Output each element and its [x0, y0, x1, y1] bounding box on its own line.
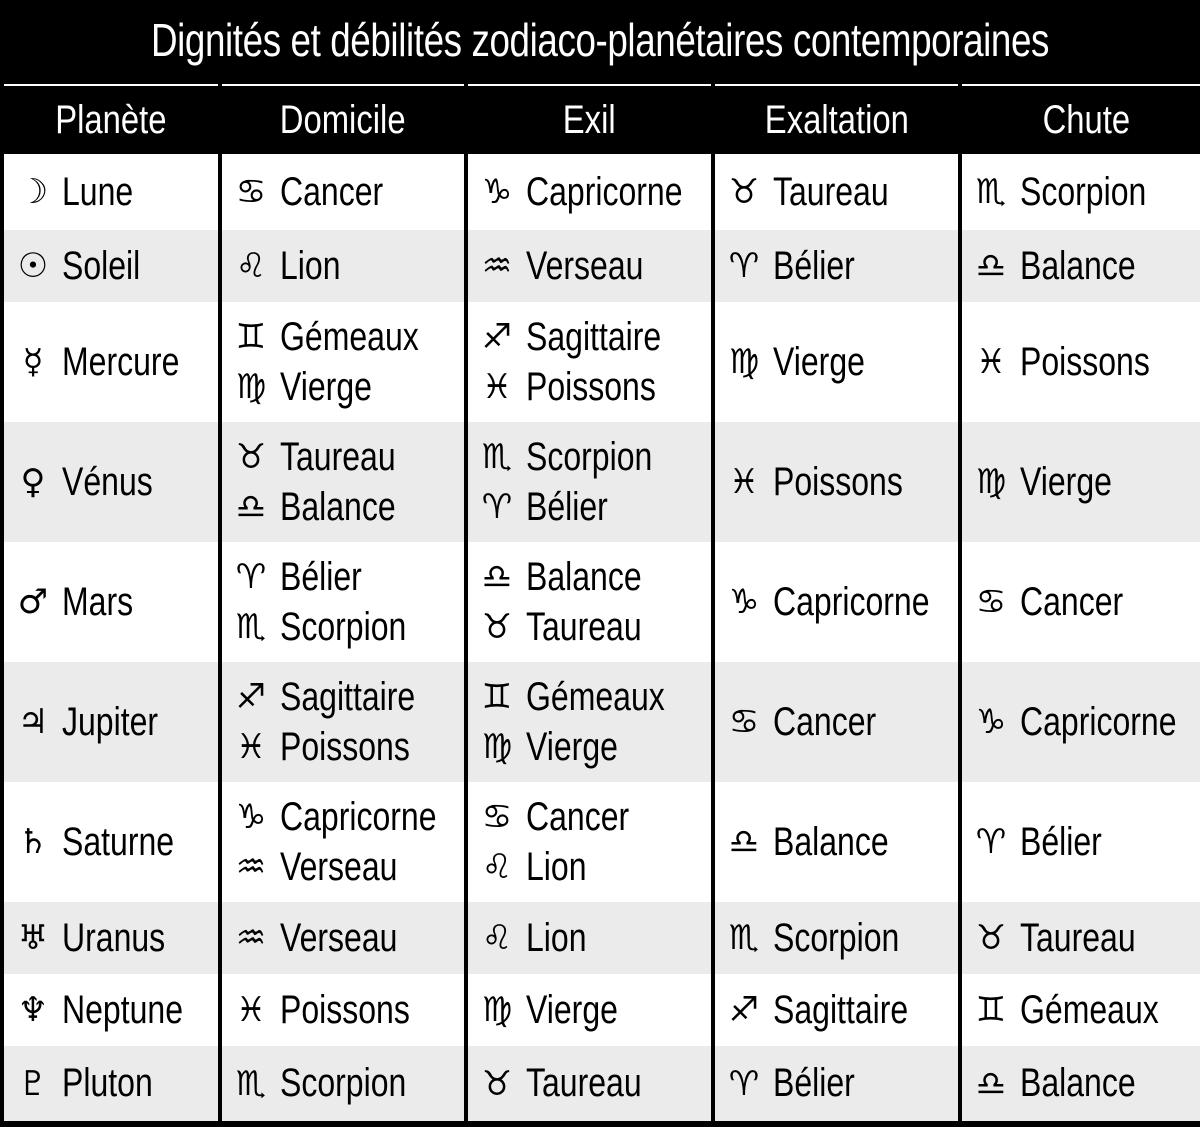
sign-entry: [472, 722, 711, 772]
sun-icon: ☉: [17, 246, 49, 286]
virgo-icon: ♍: [481, 727, 513, 767]
libra-icon: ♎: [235, 487, 267, 527]
libra-icon: ♎: [728, 822, 760, 862]
sign-entry: [966, 817, 1200, 867]
entry-label: Bélier: [526, 484, 608, 529]
pisces-icon: ♓: [235, 727, 267, 767]
cell-exil: [468, 154, 711, 230]
sign-entry: [8, 1059, 218, 1109]
sign-entry: [719, 241, 958, 291]
cell-exaltation: [715, 542, 958, 662]
entry-label: Lion: [526, 844, 587, 889]
cell-planet: [4, 782, 218, 902]
cell-exaltation: [715, 230, 958, 302]
sagittarius-icon: ♐: [481, 317, 513, 357]
entry-label: Cancer: [1020, 579, 1124, 624]
cell-planet: [4, 154, 218, 230]
entry-label: Scorpion: [1020, 169, 1147, 214]
scorpio-icon: ♏: [728, 918, 760, 958]
virgo-icon: ♍: [235, 367, 267, 407]
sign-entry: [226, 312, 464, 362]
pisces-icon: ♓: [728, 462, 760, 502]
cell-exaltation: [715, 662, 958, 782]
mars-icon: ♂: [17, 582, 49, 622]
entry-label: Lion: [526, 915, 587, 960]
cell-planet: [4, 422, 218, 542]
jupiter-icon: ♃: [17, 702, 49, 742]
capricorn-icon: ♑: [235, 797, 267, 837]
cell-chute: [962, 154, 1200, 230]
entry-label: Lion: [280, 243, 341, 288]
sign-entry: [966, 577, 1200, 627]
header-label: Planète: [55, 97, 167, 142]
virgo-icon: ♍: [481, 990, 513, 1030]
aries-icon: ♈: [975, 822, 1007, 862]
sign-entry: [226, 672, 464, 722]
sign-entry: [472, 602, 711, 652]
entry-label: Bélier: [1020, 819, 1102, 864]
sign-entry: [226, 362, 464, 412]
entry-label: Mercure: [62, 339, 180, 384]
entry-label: Bélier: [773, 1061, 855, 1105]
sagittarius-icon: ♐: [235, 677, 267, 717]
sign-entry: [226, 241, 464, 291]
sign-entry: [226, 602, 464, 652]
sign-entry: [8, 985, 218, 1035]
entry-label: Scorpion: [526, 434, 653, 479]
cell-planet: [4, 974, 218, 1046]
entry-label: Jupiter: [62, 699, 159, 744]
entry-label: Poissons: [1020, 339, 1150, 384]
taurus-icon: ♉: [975, 918, 1007, 958]
entry-label: Balance: [1020, 243, 1136, 288]
taurus-icon: ♉: [481, 1063, 513, 1104]
aries-icon: ♈: [235, 557, 267, 597]
entry-label: Sagittaire: [526, 314, 662, 359]
cell-domicile: [222, 974, 464, 1046]
cell-planet: [4, 230, 218, 302]
sign-entry: [719, 457, 958, 507]
header-label: Chute: [1042, 97, 1130, 142]
header-label: Domicile: [280, 97, 406, 142]
entry-label: Poissons: [526, 364, 656, 409]
cancer-icon: ♋: [235, 172, 267, 212]
entry-label: Scorpion: [280, 604, 407, 649]
cell-chute: [962, 1046, 1200, 1121]
sign-entry: [719, 577, 958, 627]
cell-chute: [962, 230, 1200, 302]
entry-label: Taureau: [773, 169, 889, 214]
sign-entry: [719, 1059, 958, 1109]
cell-exaltation: [715, 782, 958, 902]
virgo-icon: ♍: [728, 342, 760, 382]
taurus-icon: ♉: [728, 172, 760, 212]
sign-entry: [8, 457, 218, 507]
sign-entry: [226, 1059, 464, 1109]
header-label: Exil: [563, 97, 616, 142]
sign-entry: [226, 985, 464, 1035]
entry-label: Cancer: [773, 699, 877, 744]
pisces-icon: ♓: [975, 342, 1007, 382]
aries-icon: ♈: [728, 246, 760, 286]
entry-label: Gémeaux: [1020, 987, 1159, 1032]
sign-entry: [719, 817, 958, 867]
cell-exil: [468, 230, 711, 302]
header-exaltation: [715, 84, 958, 154]
uranus-icon: ♅: [17, 918, 49, 958]
cell-domicile: [222, 422, 464, 542]
aquarius-icon: ♒: [481, 246, 513, 286]
sign-entry: [472, 792, 711, 842]
sign-entry: [719, 697, 958, 747]
cell-exil: [468, 302, 711, 422]
sign-entry: [8, 817, 218, 867]
entry-label: Poissons: [280, 987, 410, 1032]
cell-domicile: [222, 1046, 464, 1121]
gemini-icon: ♊: [975, 990, 1007, 1030]
table-title: Dignités et débilités zodiaco-planétaires contemporaines: [150, 14, 1050, 66]
entry-label: Mars: [62, 579, 134, 624]
sign-entry: [472, 985, 711, 1035]
sign-entry: [226, 842, 464, 892]
entry-label: Sagittaire: [280, 674, 416, 719]
moon-icon: ☽: [17, 172, 49, 212]
cancer-icon: ♋: [481, 797, 513, 837]
entry-label: Verseau: [280, 844, 398, 889]
entry-label: Balance: [526, 554, 642, 599]
sign-entry: [472, 167, 711, 217]
scorpio-icon: ♏: [975, 172, 1007, 212]
pisces-icon: ♓: [481, 367, 513, 407]
header-label: Exaltation: [764, 97, 909, 142]
entry-label: Capricorne: [773, 579, 930, 624]
entry-label: Scorpion: [773, 915, 900, 960]
entry-label: Gémeaux: [526, 674, 665, 719]
entry-label: Poissons: [280, 724, 410, 769]
sign-entry: [472, 1059, 711, 1109]
header-exil: [468, 84, 711, 154]
libra-icon: ♎: [481, 557, 513, 597]
scorpio-icon: ♏: [235, 607, 267, 647]
sign-entry: [966, 457, 1200, 507]
entry-label: Balance: [1020, 1061, 1136, 1105]
sagittarius-icon: ♐: [728, 990, 760, 1030]
sign-entry: [226, 432, 464, 482]
aquarius-icon: ♒: [235, 918, 267, 958]
sign-entry: [966, 913, 1200, 963]
sign-entry: [719, 985, 958, 1035]
cell-exil: [468, 902, 711, 974]
capricorn-icon: ♑: [975, 702, 1007, 742]
cell-exil: [468, 542, 711, 662]
entry-label: Poissons: [773, 459, 903, 504]
header-domicile: [222, 84, 464, 154]
sign-entry: [719, 913, 958, 963]
sign-entry: [8, 241, 218, 291]
sign-entry: [226, 792, 464, 842]
sign-entry: [966, 337, 1200, 387]
cell-domicile: [222, 902, 464, 974]
sign-entry: [966, 167, 1200, 217]
sign-entry: [472, 842, 711, 892]
cancer-icon: ♋: [728, 702, 760, 742]
cell-domicile: [222, 230, 464, 302]
sign-entry: [719, 337, 958, 387]
aries-icon: ♈: [481, 487, 513, 527]
sign-entry: [472, 482, 711, 532]
entry-label: Balance: [773, 819, 889, 864]
cell-chute: [962, 302, 1200, 422]
cell-planet: [4, 302, 218, 422]
neptune-icon: ♆: [17, 990, 49, 1030]
aquarius-icon: ♒: [235, 847, 267, 887]
header-planete: [4, 84, 218, 154]
cell-exaltation: [715, 974, 958, 1046]
sign-entry: [226, 913, 464, 963]
cell-chute: [962, 782, 1200, 902]
sign-entry: [472, 362, 711, 412]
cell-planet: [4, 662, 218, 782]
capricorn-icon: ♑: [481, 172, 513, 212]
cell-exaltation: [715, 302, 958, 422]
entry-label: Bélier: [280, 554, 362, 599]
pluto-icon: ♇: [17, 1063, 49, 1104]
aries-icon: ♈: [728, 1063, 760, 1104]
cell-domicile: [222, 302, 464, 422]
venus-icon: ♀: [20, 462, 46, 502]
leo-icon: ♌: [481, 847, 513, 887]
entry-label: Soleil: [62, 243, 141, 288]
sign-entry: [719, 167, 958, 217]
entry-label: Vierge: [773, 339, 865, 384]
scorpio-icon: ♏: [481, 437, 513, 477]
entry-label: Vierge: [280, 364, 372, 409]
cell-planet: [4, 1046, 218, 1121]
entry-label: Pluton: [62, 1061, 153, 1105]
sign-entry: [472, 672, 711, 722]
cell-exil: [468, 782, 711, 902]
cell-exil: [468, 1046, 711, 1121]
cell-exil: [468, 662, 711, 782]
sign-entry: [226, 722, 464, 772]
entry-label: Saturne: [62, 819, 175, 864]
sign-entry: [472, 241, 711, 291]
entry-label: Vierge: [526, 724, 618, 769]
sign-entry: [966, 241, 1200, 291]
entry-label: Lune: [62, 169, 134, 214]
cell-chute: [962, 662, 1200, 782]
entry-label: Sagittaire: [773, 987, 909, 1032]
capricorn-icon: ♑: [728, 582, 760, 622]
cell-domicile: [222, 154, 464, 230]
sign-entry: [8, 167, 218, 217]
entry-label: Vénus: [62, 459, 153, 504]
pisces-icon: ♓: [235, 990, 267, 1030]
cell-exil: [468, 422, 711, 542]
cell-chute: [962, 422, 1200, 542]
entry-label: Taureau: [1020, 915, 1136, 960]
entry-label: Cancer: [526, 794, 630, 839]
cell-exaltation: [715, 154, 958, 230]
cell-exaltation: [715, 1046, 958, 1121]
sign-entry: [226, 552, 464, 602]
libra-icon: ♎: [975, 246, 1007, 286]
cell-planet: [4, 542, 218, 662]
cell-exaltation: [715, 422, 958, 542]
sign-entry: [8, 697, 218, 747]
sign-entry: [966, 1059, 1200, 1109]
leo-icon: ♌: [235, 246, 267, 286]
mercury-icon: ☿: [22, 342, 44, 382]
entry-label: Scorpion: [280, 1061, 407, 1105]
saturn-icon: ♄: [17, 822, 49, 862]
virgo-icon: ♍: [975, 462, 1007, 502]
cell-chute: [962, 902, 1200, 974]
entry-label: Capricorne: [526, 169, 683, 214]
cell-domicile: [222, 542, 464, 662]
taurus-icon: ♉: [481, 607, 513, 647]
leo-icon: ♌: [481, 918, 513, 958]
entry-label: Capricorne: [1020, 699, 1177, 744]
gemini-icon: ♊: [235, 317, 267, 357]
entry-label: Taureau: [280, 434, 396, 479]
sign-entry: [226, 167, 464, 217]
sign-entry: [8, 337, 218, 387]
sign-entry: [472, 432, 711, 482]
entry-label: Vierge: [526, 987, 618, 1032]
cell-exil: [468, 974, 711, 1046]
gemini-icon: ♊: [481, 677, 513, 717]
entry-label: Bélier: [773, 243, 855, 288]
sign-entry: [8, 913, 218, 963]
dignities-table: [0, 84, 1200, 1127]
cell-planet: [4, 902, 218, 974]
entry-label: Neptune: [62, 987, 183, 1032]
cell-domicile: [222, 662, 464, 782]
entry-label: Taureau: [526, 1061, 642, 1105]
entry-label: Capricorne: [280, 794, 437, 839]
cell-exaltation: [715, 902, 958, 974]
sign-entry: [472, 913, 711, 963]
sign-entry: [226, 482, 464, 532]
sign-entry: [472, 552, 711, 602]
entry-label: Uranus: [62, 915, 166, 960]
sign-entry: [472, 312, 711, 362]
entry-label: Verseau: [526, 243, 644, 288]
cancer-icon: ♋: [975, 582, 1007, 622]
sign-entry: [8, 577, 218, 627]
sign-entry: [966, 697, 1200, 747]
entry-label: Verseau: [280, 915, 398, 960]
sign-entry: [966, 985, 1200, 1035]
header-chute: [962, 84, 1200, 154]
entry-label: Cancer: [280, 169, 384, 214]
scorpio-icon: ♏: [235, 1063, 267, 1104]
cell-domicile: [222, 782, 464, 902]
entry-label: Taureau: [526, 604, 642, 649]
entry-label: Balance: [280, 484, 396, 529]
cell-chute: [962, 974, 1200, 1046]
cell-chute: [962, 542, 1200, 662]
libra-icon: ♎: [975, 1063, 1007, 1104]
taurus-icon: ♉: [235, 437, 267, 477]
entry-label: Gémeaux: [280, 314, 419, 359]
entry-label: Vierge: [1020, 459, 1112, 504]
